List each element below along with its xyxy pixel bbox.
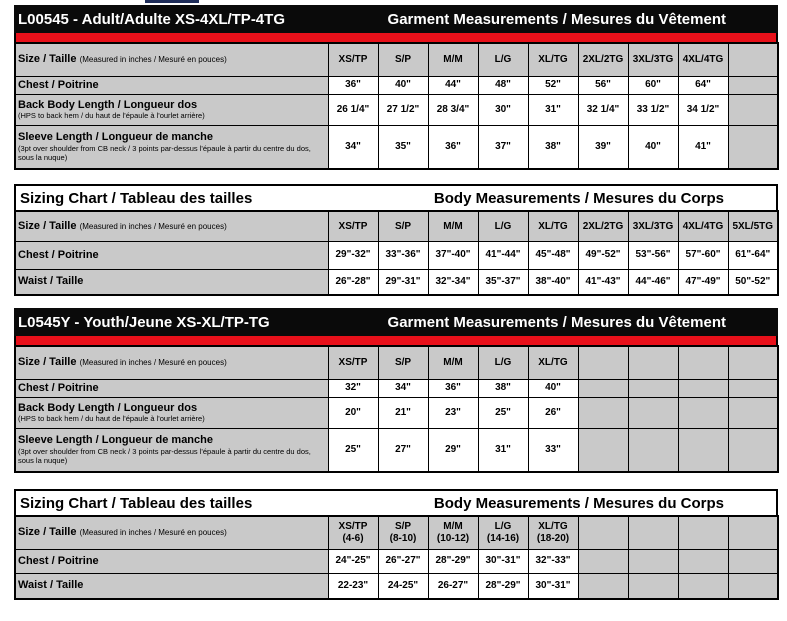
row-label: Chest / Poitrine — [15, 241, 328, 269]
size-column-header — [728, 43, 778, 76]
table-cell: 49"-52" — [578, 241, 628, 269]
table-cell: 64" — [678, 76, 728, 94]
size-column-header — [728, 516, 778, 549]
table-cell: 40" — [378, 76, 428, 94]
table-row — [15, 379, 778, 397]
table-cell — [728, 549, 778, 573]
size-column-header — [378, 516, 428, 549]
size-column-header: S/P — [378, 43, 428, 76]
size-column-header: 2XL/2TG — [578, 211, 628, 241]
size-column-header: S/P — [378, 346, 428, 379]
table-cell: 30" — [478, 94, 528, 125]
size-label-cell: Size / Taille (Measured in inches / Mesuré en pouces) — [15, 43, 328, 76]
top-accent-strip — [145, 0, 199, 3]
size-column-header — [428, 516, 478, 549]
size-label-cell: Size / Taille (Measured in inches / Mesuré en pouces) — [15, 516, 328, 549]
table-cell: 33"-36" — [378, 241, 428, 269]
table-cell — [628, 428, 678, 472]
table-row — [15, 269, 778, 295]
table-cell — [578, 549, 628, 573]
table-cell: 52" — [528, 76, 578, 94]
youth-body-section — [14, 489, 778, 600]
table-cell: 31" — [528, 94, 578, 125]
table-cell: 56" — [578, 76, 628, 94]
table-cell: 57"-60" — [678, 241, 728, 269]
table-cell: 29"-31" — [378, 269, 428, 295]
adult-garment-subtitle: Garment Measurements / Mesures du Vêtement — [387, 10, 726, 28]
row-label: Back Body Length / Longueur dos (HPS to back hem / du haut de l'épaule à l'ourlet arrière) — [15, 397, 328, 428]
youth-garment-section — [14, 308, 778, 473]
table-row — [15, 428, 778, 472]
size-column-header: 3XL/3TG — [628, 211, 678, 241]
table-cell — [728, 379, 778, 397]
table-row — [15, 573, 778, 599]
table-cell: 44"-46" — [628, 269, 678, 295]
size-column-header: 3XL/3TG — [628, 43, 678, 76]
size-column-header: XS/TP — [328, 211, 378, 241]
table-cell: 29"-32" — [328, 241, 378, 269]
row-label: Waist / Taille — [15, 269, 328, 295]
table-row — [15, 397, 778, 428]
table-cell — [678, 379, 728, 397]
table-cell: 36" — [328, 76, 378, 94]
table-cell — [728, 94, 778, 125]
table-cell: 26"-28" — [328, 269, 378, 295]
adult-body-table — [14, 210, 779, 296]
size-age-range: (8-10) — [389, 532, 417, 544]
table-cell: 29" — [428, 428, 478, 472]
row-label: Back Body Length / Longueur dos (HPS to back hem / du haut de l'épaule à l'ourlet arrière) — [15, 94, 328, 125]
table-cell: 38" — [528, 125, 578, 169]
youth-garment-subtitle: Garment Measurements / Mesures du Vêtement — [387, 313, 726, 331]
adult-garment-header — [14, 5, 778, 33]
table-cell — [678, 397, 728, 428]
size-column-header — [628, 516, 678, 549]
table-cell — [628, 573, 678, 599]
size-column-header: 4XL/4TG — [678, 211, 728, 241]
table-cell: 38" — [478, 379, 528, 397]
size-column-header: 2XL/2TG — [578, 43, 628, 76]
table-cell: 61"-64" — [728, 241, 778, 269]
size-column-header: XS/TP — [328, 43, 378, 76]
table-cell: 26 1/4" — [328, 94, 378, 125]
size-column-header — [678, 516, 728, 549]
size-name: L/G — [494, 521, 512, 533]
red-divider — [14, 336, 778, 345]
table-cell: 36" — [428, 125, 478, 169]
size-column-header: 5XL/5TG — [728, 211, 778, 241]
size-label-cell: Size / Taille (Measured in inches / Mesuré en pouces) — [15, 211, 328, 241]
table-cell — [578, 397, 628, 428]
table-cell: 34" — [328, 125, 378, 169]
adult-body-header — [14, 184, 778, 210]
table-cell: 44" — [428, 76, 478, 94]
table-cell: 33" — [528, 428, 578, 472]
table-cell: 50"-52" — [728, 269, 778, 295]
size-column-header — [578, 516, 628, 549]
table-cell — [728, 428, 778, 472]
table-cell: 21" — [378, 397, 428, 428]
table-cell: 32"-33" — [528, 549, 578, 573]
adult-garment-title: L00545 - Adult/Adulte XS-4XL/TP-4TG — [18, 10, 285, 28]
table-row — [15, 125, 778, 169]
row-label: Waist / Taille — [15, 573, 328, 599]
size-header-row — [15, 43, 778, 76]
size-header-row — [15, 211, 778, 241]
table-cell — [728, 125, 778, 169]
table-cell — [628, 549, 678, 573]
table-cell: 41"-44" — [478, 241, 528, 269]
adult-garment-table — [14, 42, 779, 170]
table-cell: 39" — [578, 125, 628, 169]
size-label-cell: Size / Taille (Measured in inches / Mesuré en pouces) — [15, 346, 328, 379]
table-cell — [678, 428, 728, 472]
table-cell — [728, 76, 778, 94]
table-cell — [678, 549, 728, 573]
table-cell: 30"-31" — [478, 549, 528, 573]
table-cell: 27" — [378, 428, 428, 472]
table-cell: 25" — [478, 397, 528, 428]
table-cell: 24-25" — [378, 573, 428, 599]
table-cell: 25" — [328, 428, 378, 472]
table-cell: 32 1/4" — [578, 94, 628, 125]
youth-garment-header — [14, 308, 778, 336]
size-age-range: (10-12) — [436, 532, 470, 544]
table-cell: 24"-25" — [328, 549, 378, 573]
table-cell: 40" — [628, 125, 678, 169]
youth-body-table — [14, 515, 779, 600]
table-cell: 41"-43" — [578, 269, 628, 295]
table-cell: 20" — [328, 397, 378, 428]
table-cell: 60" — [628, 76, 678, 94]
table-cell: 22-23" — [328, 573, 378, 599]
table-cell — [728, 397, 778, 428]
size-column-header — [728, 346, 778, 379]
row-label: Chest / Poitrine — [15, 549, 328, 573]
size-column-header: L/G — [478, 43, 528, 76]
table-row — [15, 94, 778, 125]
table-cell: 35"-37" — [478, 269, 528, 295]
table-cell: 32"-34" — [428, 269, 478, 295]
size-column-header: 4XL/4TG — [678, 43, 728, 76]
table-cell: 48" — [478, 76, 528, 94]
size-column-header: M/M — [428, 211, 478, 241]
size-name: M/M — [443, 521, 463, 533]
table-cell — [628, 397, 678, 428]
size-column-header — [678, 346, 728, 379]
size-header-row — [15, 516, 778, 549]
table-cell: 37"-40" — [428, 241, 478, 269]
table-cell: 26" — [528, 397, 578, 428]
size-column-header: L/G — [478, 346, 528, 379]
table-cell — [578, 379, 628, 397]
table-cell: 41" — [678, 125, 728, 169]
youth-body-subtitle: Body Measurements / Mesures du Corps — [433, 494, 724, 512]
size-column-header — [628, 346, 678, 379]
table-cell: 26"-27" — [378, 549, 428, 573]
table-cell: 34" — [378, 379, 428, 397]
table-cell — [628, 379, 678, 397]
size-column-header: S/P — [378, 211, 428, 241]
table-cell — [578, 428, 628, 472]
size-column-header: XL/TG — [528, 211, 578, 241]
table-cell: 23" — [428, 397, 478, 428]
table-cell — [678, 573, 728, 599]
adult-body-subtitle: Body Measurements / Mesures du Corps — [433, 189, 724, 207]
table-cell — [578, 573, 628, 599]
table-cell: 36" — [428, 379, 478, 397]
table-row — [15, 549, 778, 573]
adult-garment-section — [14, 5, 778, 170]
table-cell: 34 1/2" — [678, 94, 728, 125]
table-cell: 28"-29" — [478, 573, 528, 599]
size-column-header: XL/TG — [528, 346, 578, 379]
table-cell: 31" — [478, 428, 528, 472]
table-cell: 27 1/2" — [378, 94, 428, 125]
size-header-row — [15, 346, 778, 379]
row-label: Chest / Poitrine — [15, 379, 328, 397]
table-cell: 47"-49" — [678, 269, 728, 295]
table-row — [15, 241, 778, 269]
size-column-header — [478, 516, 528, 549]
red-divider — [14, 33, 778, 42]
adult-body-section — [14, 184, 778, 296]
table-cell: 33 1/2" — [628, 94, 678, 125]
table-cell: 45"-48" — [528, 241, 578, 269]
youth-body-title: Sizing Chart / Tableau des tailles — [20, 494, 253, 512]
row-label: Sleeve Length / Longueur de manche (3pt over shoulder from CB neck / 3 points par-dessus l'épaule à partir du centre du dos, sous la nuque) — [15, 125, 328, 169]
row-label: Chest / Poitrine — [15, 76, 328, 94]
table-cell: 37" — [478, 125, 528, 169]
size-name: XS/TP — [338, 521, 368, 533]
youth-garment-table — [14, 345, 779, 473]
table-cell: 30"-31" — [528, 573, 578, 599]
size-column-header: XL/TG — [528, 43, 578, 76]
table-cell: 32" — [328, 379, 378, 397]
size-age-range: (14-16) — [486, 532, 520, 544]
table-cell: 28 3/4" — [428, 94, 478, 125]
table-cell: 40" — [528, 379, 578, 397]
youth-body-header — [14, 489, 778, 515]
size-column-header — [328, 516, 378, 549]
table-cell: 28"-29" — [428, 549, 478, 573]
adult-body-title: Sizing Chart / Tableau des tailles — [20, 189, 253, 207]
size-column-header: L/G — [478, 211, 528, 241]
size-column-header: M/M — [428, 43, 478, 76]
size-column-header: XS/TP — [328, 346, 378, 379]
table-cell: 38"-40" — [528, 269, 578, 295]
table-cell: 26-27" — [428, 573, 478, 599]
row-label: Sleeve Length / Longueur de manche (3pt over shoulder from CB neck / 3 points par-dessus l'épaule à partir du centre du dos, sous la nuque) — [15, 428, 328, 472]
size-column-header: M/M — [428, 346, 478, 379]
size-column-header — [578, 346, 628, 379]
youth-garment-title: L0545Y - Youth/Jeune XS-XL/TP-TG — [18, 313, 270, 331]
size-name: S/P — [394, 521, 412, 533]
size-column-header — [528, 516, 578, 549]
size-age-range: (18-20) — [536, 532, 570, 544]
size-name: XL/TG — [538, 521, 568, 533]
size-age-range: (4-6) — [342, 532, 364, 544]
table-row — [15, 76, 778, 94]
table-cell: 35" — [378, 125, 428, 169]
table-cell — [728, 573, 778, 599]
table-cell: 53"-56" — [628, 241, 678, 269]
